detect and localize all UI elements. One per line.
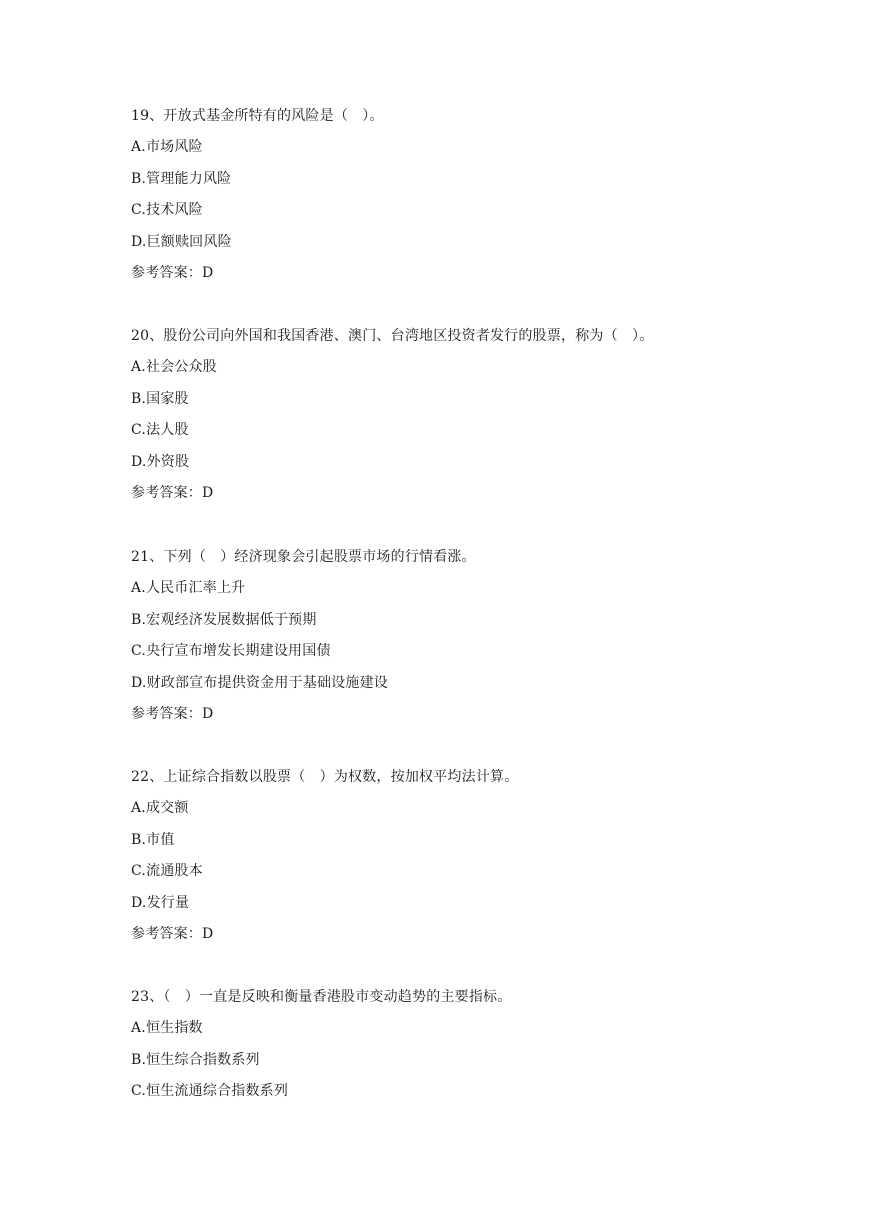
question-stem: 20、股份公司向外国和我国香港、澳门、台湾地区投资者发行的股票，称为（ ）。 xyxy=(131,328,654,344)
option-b: B.管理能力风险 xyxy=(131,171,232,187)
reference-answer: 参考答案：D xyxy=(131,926,214,942)
option-a: A.社会公众股 xyxy=(131,359,217,375)
option-c: C.法人股 xyxy=(131,422,189,438)
option-c: C.流通股本 xyxy=(131,863,203,879)
question-stem: 22、上证综合指数以股票（ ）为权数，按加权平均法计算。 xyxy=(131,769,519,785)
option-b: B.恒生综合指数系列 xyxy=(131,1052,260,1068)
option-c: C.央行宣布增发长期建设用国债 xyxy=(131,643,331,659)
option-d: D.巨额赎回风险 xyxy=(131,234,232,250)
option-c: C.技术风险 xyxy=(131,202,203,218)
option-a: A.市场风险 xyxy=(131,139,203,155)
reference-answer: 参考答案：D xyxy=(131,485,214,501)
option-d: D.外资股 xyxy=(131,454,190,470)
option-b: B.国家股 xyxy=(131,391,189,407)
option-a: A.人民币汇率上升 xyxy=(131,580,246,596)
reference-answer: 参考答案：D xyxy=(131,265,214,281)
option-d: D.财政部宣布提供资金用于基础设施建设 xyxy=(131,675,388,691)
question-stem: 19、开放式基金所特有的风险是（ ）。 xyxy=(131,108,384,124)
option-b: B.宏观经济发展数据低于预期 xyxy=(131,612,317,628)
option-d: D.发行量 xyxy=(131,895,190,911)
option-c: C.恒生流通综合指数系列 xyxy=(131,1083,289,1099)
option-b: B.市值 xyxy=(131,832,175,848)
option-a: A.成交额 xyxy=(131,800,189,816)
question-stem: 21、下列（ ）经济现象会引起股票市场的行情看涨。 xyxy=(131,549,476,565)
question-stem: 23、（ ）一直是反映和衡量香港股市变动趋势的主要指标。 xyxy=(131,989,512,1005)
option-a: A.恒生指数 xyxy=(131,1020,203,1036)
reference-answer: 参考答案：D xyxy=(131,706,214,722)
